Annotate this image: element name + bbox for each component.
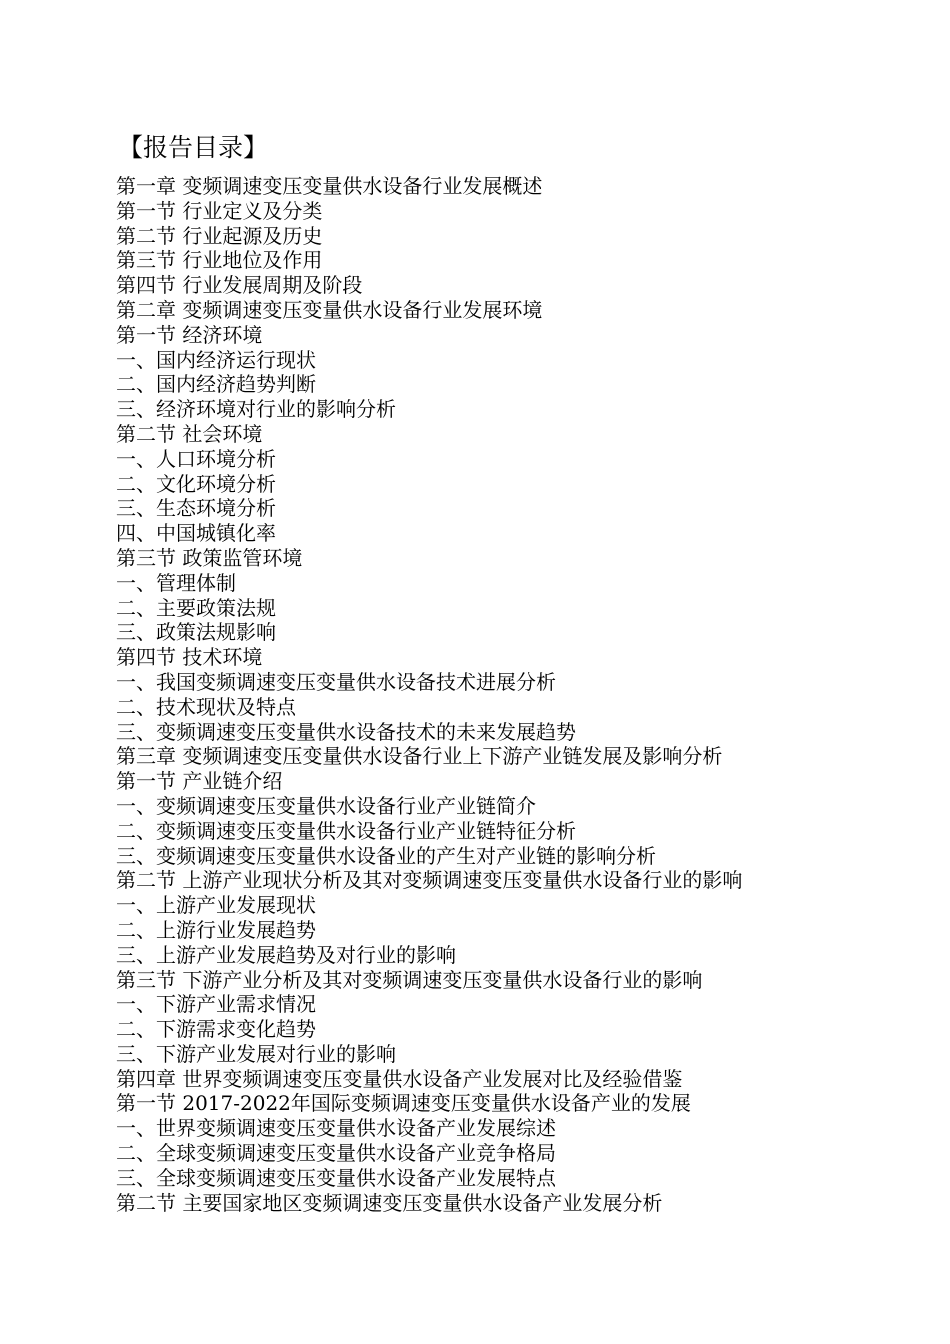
toc-item: 一、我国变频调速变压变量供水设备技术进展分析 xyxy=(116,669,556,694)
toc-item: 第二节 上游产业现状分析及其对变频调速变压变量供水设备行业的影响 xyxy=(116,868,743,893)
toc-item: 一、世界变频调速变压变量供水设备产业发展综述 xyxy=(116,1116,556,1141)
toc-item: 二、下游需求变化趋势 xyxy=(116,1017,316,1042)
toc-item: 一、下游产业需求情况 xyxy=(116,992,316,1017)
toc-item: 二、文化环境分析 xyxy=(116,471,276,496)
toc-item: 三、变频调速变压变量供水设备技术的未来发展趋势 xyxy=(116,719,576,744)
toc-item: 第一节 产业链介绍 xyxy=(116,769,283,794)
toc-item: 三、生态环境分析 xyxy=(116,496,276,521)
toc-item: 三、上游产业发展趋势及对行业的影响 xyxy=(116,942,456,967)
toc-item: 二、主要政策法规 xyxy=(116,595,276,620)
toc-item: 二、技术现状及特点 xyxy=(116,694,296,719)
toc-item: 第三节 政策监管环境 xyxy=(116,545,303,570)
toc-item: 二、上游行业发展趋势 xyxy=(116,917,316,942)
toc-item: 第一节 行业定义及分类 xyxy=(116,198,323,223)
toc-item: 第一节 2017-2022年国际变频调速变压变量供水设备产业的发展 xyxy=(116,1091,691,1116)
toc-item: 第四节 技术环境 xyxy=(116,645,263,670)
toc-item: 一、管理体制 xyxy=(116,570,236,595)
report-toc-heading: 【报告目录】 xyxy=(118,133,269,162)
toc-item: 一、国内经济运行现状 xyxy=(116,347,316,372)
toc-item: 第四章 世界变频调速变压变量供水设备产业发展对比及经验借鉴 xyxy=(116,1066,683,1091)
toc-item: 二、变频调速变压变量供水设备行业产业链特征分析 xyxy=(116,818,576,843)
toc-item: 第三章 变频调速变压变量供水设备行业上下游产业链发展及影响分析 xyxy=(116,744,723,769)
toc-item: 二、全球变频调速变压变量供水设备产业竞争格局 xyxy=(116,1141,556,1166)
toc-item: 一、变频调速变压变量供水设备行业产业链简介 xyxy=(116,793,536,818)
toc-item: 三、全球变频调速变压变量供水设备产业发展特点 xyxy=(116,1165,556,1190)
toc-item: 一、上游产业发展现状 xyxy=(116,893,316,918)
toc-item: 第四节 行业发展周期及阶段 xyxy=(116,273,363,298)
toc-item: 三、变频调速变压变量供水设备业的产生对产业链的影响分析 xyxy=(116,843,656,868)
toc-item: 二、国内经济趋势判断 xyxy=(116,372,316,397)
toc-item: 第二节 行业起源及历史 xyxy=(116,223,323,248)
toc-item: 第三节 行业地位及作用 xyxy=(116,248,323,273)
table-of-contents xyxy=(116,174,742,1215)
toc-item: 第一节 经济环境 xyxy=(116,322,263,347)
toc-item: 一、人口环境分析 xyxy=(116,446,276,471)
toc-item: 第二节 社会环境 xyxy=(116,421,263,446)
toc-item: 三、下游产业发展对行业的影响 xyxy=(116,1041,396,1066)
toc-item: 四、中国城镇化率 xyxy=(116,521,276,546)
toc-item: 第三节 下游产业分析及其对变频调速变压变量供水设备行业的影响 xyxy=(116,967,703,992)
toc-item: 第二节 主要国家地区变频调速变压变量供水设备产业发展分析 xyxy=(116,1190,663,1215)
toc-item: 三、政策法规影响 xyxy=(116,620,276,645)
toc-item: 第二章 变频调速变压变量供水设备行业发展环境 xyxy=(116,297,543,322)
toc-item: 第一章 变频调速变压变量供水设备行业发展概述 xyxy=(116,174,543,198)
toc-item: 三、经济环境对行业的影响分析 xyxy=(116,397,396,422)
